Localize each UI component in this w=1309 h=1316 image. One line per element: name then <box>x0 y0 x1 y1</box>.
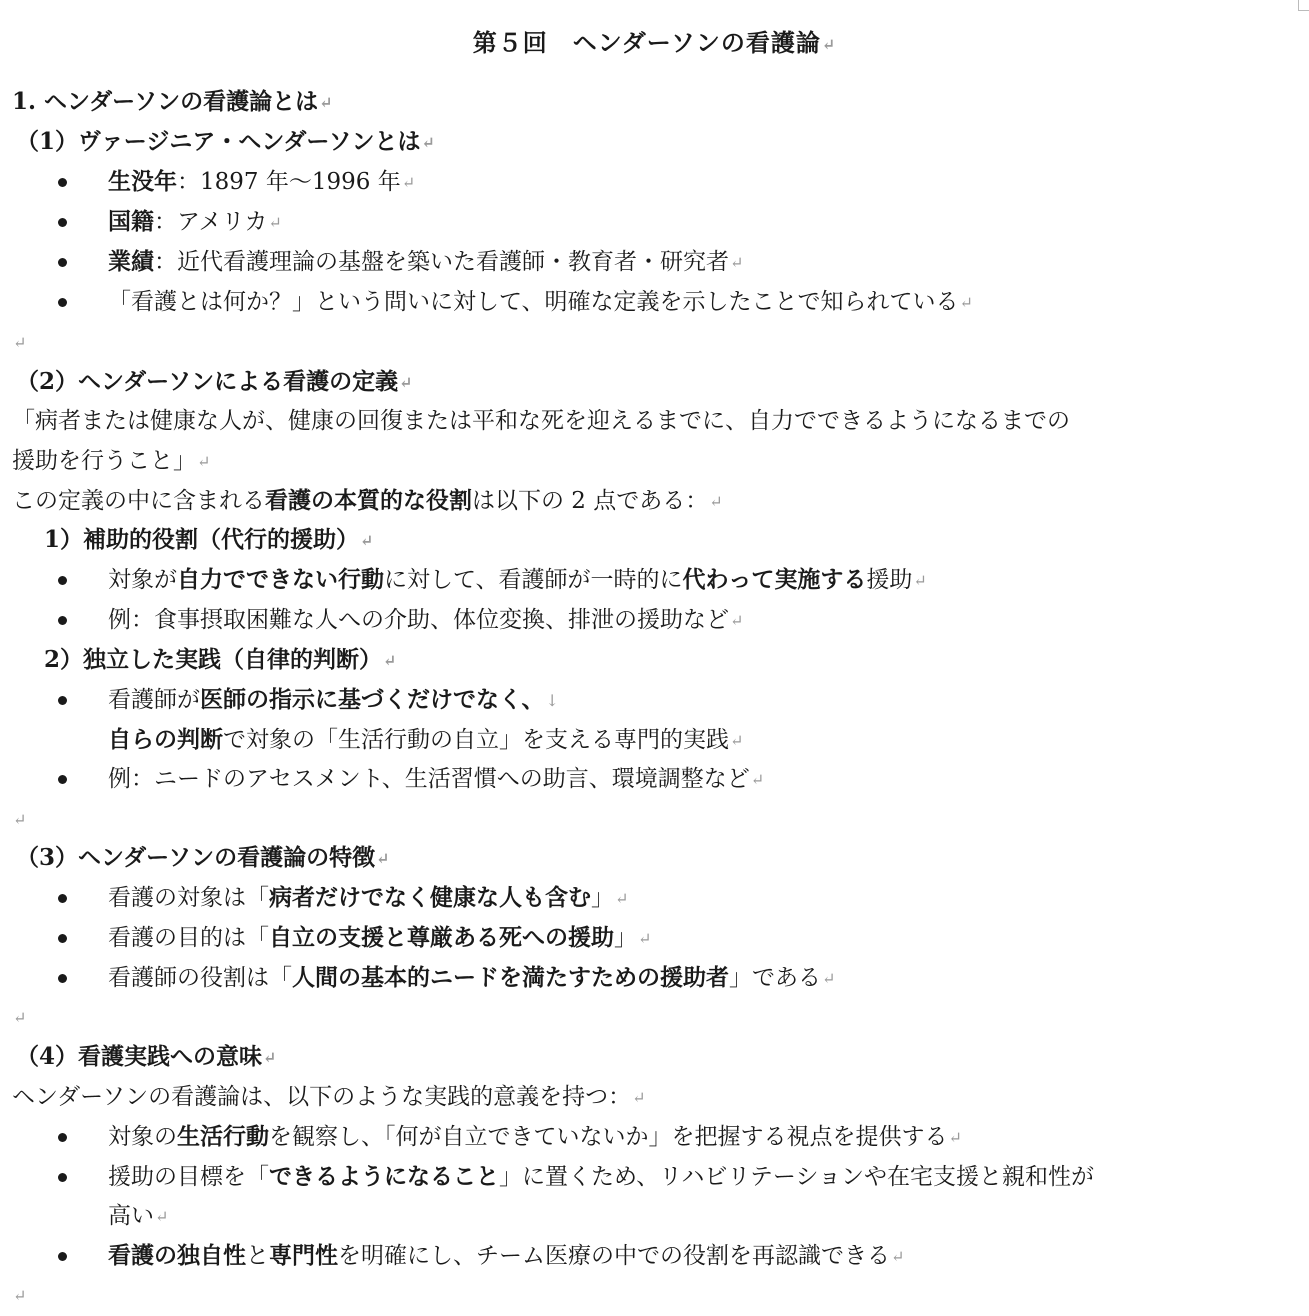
text-run: 看護の対象は「 <box>108 885 269 911</box>
text-run: を明確にし、チーム医療の中での役割を再認識できる <box>338 1243 890 1269</box>
list-item-text <box>108 242 743 283</box>
list-item <box>0 1157 1309 1197</box>
subheading-1 <box>16 122 1309 162</box>
bold-run: 看護の独自性 <box>108 1242 246 1269</box>
paragraph-mark: ↵ <box>959 293 973 312</box>
item-text: ：1897 年～1996 年 <box>177 169 401 195</box>
role-heading-text: 2）独立した実践（自律的判断） <box>44 646 383 673</box>
bold-label: 国籍 <box>108 208 154 235</box>
text-run: 看護師が <box>108 687 200 713</box>
list-item-continuation <box>0 1196 1309 1236</box>
section4-intro <box>12 1077 1309 1117</box>
paragraph-mark: ↵ <box>399 373 413 392</box>
subheading-text: （3）ヘンダーソンの看護論の特徴 <box>16 844 376 871</box>
bullet-icon <box>58 696 67 705</box>
subheading-4 <box>16 1037 1309 1077</box>
title-text: 第５回 ヘンダーソンの看護論 <box>472 28 821 57</box>
definition-text: 「病者または健康な人が、健康の回復または平和な死を迎えるまでに、自力でできるようになるまでの <box>12 408 1070 434</box>
subheading-3 <box>16 838 1309 878</box>
definition-line-1 <box>12 401 1309 441</box>
paragraph-mark: ↵ <box>615 889 629 908</box>
bullet-icon <box>58 178 67 187</box>
paragraph-mark: ↵ <box>263 1048 277 1067</box>
text-run: この定義の中に含まれる <box>12 488 265 514</box>
bullet-icon <box>58 974 67 983</box>
paragraph-mark: ↵ <box>638 929 652 948</box>
text-run: 高い <box>108 1203 154 1229</box>
bullet-icon <box>58 298 67 307</box>
list-item <box>0 878 1309 918</box>
text-run: 」 <box>591 885 614 911</box>
list-item <box>0 282 1309 322</box>
role1-heading <box>44 520 1309 560</box>
bold-run: 人間の基本的ニードを満たすための援助者 <box>292 964 729 991</box>
list-item <box>0 918 1309 958</box>
subheading-text: （1）ヴァージニア・ヘンダーソンとは <box>16 128 421 155</box>
item-text: 「看護とは何か？」という問いに対して、明確な定義を示したことで知られている <box>108 289 959 315</box>
document-title <box>0 23 1309 63</box>
list-item-text <box>108 202 282 243</box>
item-text: ：アメリカ <box>154 209 268 235</box>
bold-label: 生没年 <box>108 168 177 195</box>
list-item-text <box>108 600 743 641</box>
text-run: は以下の 2 点である： <box>472 488 709 514</box>
bullet-icon <box>58 258 67 267</box>
paragraph-mark: ↵ <box>13 810 27 829</box>
bullet-icon <box>58 1252 67 1261</box>
bold-run: 自力でできない行動 <box>177 566 384 593</box>
bullet-icon <box>58 934 67 943</box>
list-item-text <box>108 680 559 721</box>
line-break-mark: ↓ <box>545 691 559 710</box>
text-run: 対象の <box>108 1124 177 1150</box>
bold-run: 自立の支援と尊厳ある死への援助 <box>269 924 614 951</box>
paragraph-mark: ↵ <box>822 969 836 988</box>
text-run: 看護の目的は「 <box>108 925 269 951</box>
role-intro <box>12 481 1309 521</box>
bold-run: 代わって実施する <box>682 566 867 593</box>
paragraph-mark: ↵ <box>376 849 390 868</box>
bold-label: 業績 <box>108 248 154 275</box>
bullet-icon <box>58 894 67 903</box>
list-item-text <box>108 958 835 999</box>
text-run: を観察し、「何が自立できていないか」を把握する視点を提供する <box>269 1124 948 1150</box>
list-item-text <box>108 1236 904 1277</box>
text-run: 」である <box>729 965 821 991</box>
list-item <box>0 958 1309 998</box>
list-item <box>0 680 1309 720</box>
text-run: と <box>246 1243 269 1269</box>
bold-run: 看護の本質的な役割 <box>265 487 472 514</box>
bold-run: 専門性 <box>269 1242 338 1269</box>
list-item <box>0 202 1309 242</box>
definition-line-2 <box>12 441 1309 481</box>
text-run: ヘンダーソンの看護論は、以下のような実践的意義を持つ： <box>12 1084 632 1110</box>
text-run: 」 <box>614 925 637 951</box>
paragraph-mark: ↵ <box>730 611 744 630</box>
list-item-text <box>108 162 415 203</box>
subheading-2 <box>16 362 1309 402</box>
paragraph-mark: ↵ <box>155 1207 169 1226</box>
paragraph-mark: ↵ <box>421 133 435 152</box>
text-run: 援助 <box>866 567 913 593</box>
bullet-icon <box>58 616 67 625</box>
paragraph-mark: ↵ <box>891 1247 905 1266</box>
paragraph-mark: ↵ <box>13 333 27 352</box>
section-heading-text: 1. ヘンダーソンの看護論とは <box>12 88 319 115</box>
bullet-icon <box>58 1133 67 1142</box>
paragraph-mark: ↵ <box>268 213 282 232</box>
paragraph-mark: ↵ <box>730 731 744 750</box>
empty-paragraph <box>12 997 1309 1037</box>
list-item <box>0 1117 1309 1157</box>
text-run: に対して、看護師が一時的に <box>384 567 683 593</box>
item-text: ：近代看護理論の基盤を築いた看護師・教育者・研究者 <box>154 249 729 275</box>
role-heading-text: 1）補助的役割（代行的援助） <box>44 526 360 553</box>
list-item-text <box>108 282 973 323</box>
item-text: 例：ニードのアセスメント、生活習慣への助言、環境調整など <box>108 766 750 792</box>
bullet-icon <box>58 775 67 784</box>
paragraph-mark: ↵ <box>13 1286 27 1305</box>
list-item <box>0 1236 1309 1276</box>
paragraph-mark: ↵ <box>750 770 765 789</box>
text-run: 対象が <box>108 567 177 593</box>
list-item-text <box>108 720 743 761</box>
empty-paragraph <box>12 1275 1309 1315</box>
list-item <box>0 560 1309 600</box>
bullet-icon <box>58 218 67 227</box>
paragraph-mark: ↵ <box>360 531 374 550</box>
paragraph-mark: ↵ <box>13 1008 27 1027</box>
paragraph-mark: ↵ <box>319 93 333 112</box>
bold-run: 自らの判断 <box>108 726 223 753</box>
paragraph-mark: ↵ <box>913 571 927 590</box>
bold-run: 医師の指示に基づくだけでなく、 <box>200 686 545 713</box>
bold-run: 生活行動 <box>177 1123 269 1150</box>
bullet-icon <box>58 576 67 585</box>
subheading-text: （2）ヘンダーソンによる看護の定義 <box>16 368 399 395</box>
empty-paragraph <box>12 799 1309 839</box>
bullet-icon <box>58 1173 67 1182</box>
role2-heading <box>44 640 1309 680</box>
list-item-text <box>108 1196 168 1237</box>
list-item <box>0 600 1309 640</box>
list-item-text <box>108 560 927 601</box>
paragraph-mark: ↵ <box>401 173 416 192</box>
subheading-text: （4）看護実践への意味 <box>16 1043 263 1070</box>
empty-paragraph <box>12 322 1309 362</box>
list-item-text <box>108 759 764 800</box>
paragraph-mark: ↵ <box>632 1088 646 1107</box>
text-run: 」に置くため、リハビリテーションや在宅支援と親和性が <box>499 1164 1095 1190</box>
paragraph-mark: ↵ <box>948 1128 962 1147</box>
paragraph-mark: ↵ <box>383 651 397 670</box>
text-run: で対象の「生活行動の自立」を支える専門的実践 <box>223 727 729 753</box>
list-item-text <box>108 878 628 919</box>
paragraph-mark: ↵ <box>730 253 744 272</box>
list-item-text <box>108 918 651 959</box>
text-run: 援助の目標を「 <box>108 1164 269 1190</box>
bold-run: できるようになること <box>269 1163 499 1190</box>
bold-run: 病者だけでなく健康な人も含む <box>269 884 591 911</box>
text-run: 看護師の役割は「 <box>108 965 292 991</box>
list-item-text <box>108 1157 1094 1197</box>
list-item-continuation <box>0 720 1309 760</box>
list-item <box>0 162 1309 202</box>
list-item <box>0 242 1309 282</box>
list-item-text <box>108 1117 962 1158</box>
page-corner-mark <box>1298 0 1309 11</box>
definition-text: 援助を行うこと」 <box>12 448 196 474</box>
paragraph-mark: ↵ <box>709 492 723 511</box>
list-item <box>0 759 1309 799</box>
paragraph-mark: ↵ <box>197 452 211 471</box>
item-text: 例：食事摂取困難な人への介助、体位変換、排泄の援助など <box>108 607 729 633</box>
section-heading-1 <box>12 82 1309 122</box>
paragraph-mark: ↵ <box>821 34 837 54</box>
